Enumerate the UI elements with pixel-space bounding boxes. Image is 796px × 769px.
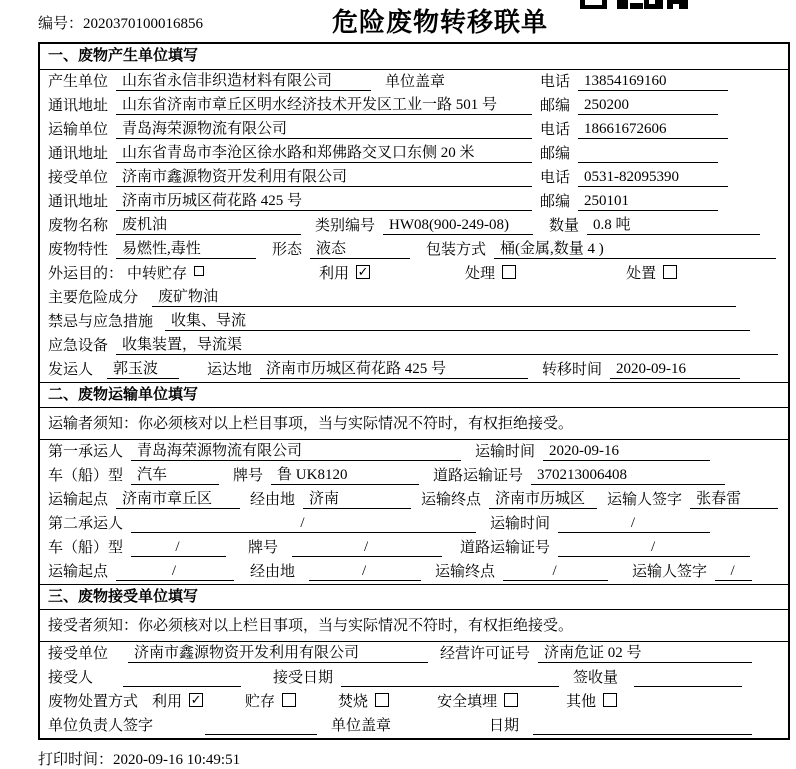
character-value: 易燃性,毒性 [116,240,256,259]
plate-label: 牌号 [248,540,279,556]
acceptor-label: 接受人 [48,670,94,686]
plate-value: / [292,538,442,557]
origin-value: / [116,562,234,581]
hazard-value: 废矿物油 [152,288,736,307]
via-label: 经由地 [250,564,296,580]
phone-label: 电话 [540,74,571,90]
row-disposal-method [40,690,788,714]
checkbox-incinerate [375,693,389,707]
checkbox-landfill [504,693,518,707]
row-route-1 [40,488,788,512]
checkbox-utilize: ✓ [357,264,369,279]
via-value: / [309,562,421,581]
address-value: 济南市历城区荷花路 425 号 [116,192,532,211]
vehicle-type-label: 车（船）型 [48,540,124,556]
zip-value: 250101 [578,192,718,211]
phone-value: 18661672606 [578,120,728,139]
zip-label: 邮编 [540,194,571,210]
plate-label: 牌号 [233,468,264,484]
row-vehicle-2 [40,536,788,560]
producer-value: 山东省永信非织造材料有限公司 [116,72,371,91]
zip-value: 250200 [578,96,718,115]
address-label: 通讯地址 [48,194,109,210]
checkbox-treat [502,265,516,279]
document-header [0,0,796,42]
phone-value: 13854169160 [578,72,728,91]
road-permit-label: 道路运输证号 [433,468,524,484]
unit-seal-label: 单位盖章 [331,718,392,734]
transporter-value: 青岛海荣源物流有限公司 [116,120,532,139]
print-time-label: 打印时间： [38,752,114,768]
disposal-method-label: 废物处置方式 [48,694,139,710]
via-value: 济南 [303,490,411,509]
quantity-value: 0.8 吨 [587,216,760,235]
license-label: 经营许可证号 [440,646,531,662]
address-label: 通讯地址 [48,98,109,114]
checkbox-other [603,693,617,707]
destination-label: 运达地 [207,362,253,378]
category-value: HW08(900-249-08) [383,216,533,235]
emergency-measures-label: 禁忌与应急措施 [48,314,154,330]
row-shipper [40,358,788,382]
manifest-form [38,42,790,740]
transporter-label: 运输单位 [48,122,109,138]
row-producer-address [40,94,788,118]
waste-name-label: 废物名称 [48,218,109,234]
emergency-equipment-label: 应急设备 [48,338,109,354]
shipper-value: 郭玉波 [107,360,179,379]
carrier-sign-value: 张春雷 [690,490,778,509]
road-permit-value: 370213006408 [531,466,725,485]
plate-value: 鲁 UK8120 [271,466,419,485]
license-value: 济南危证 02 号 [538,644,752,663]
disposal-option-label: 安全填埋 [437,694,498,710]
purpose-option-label: 处置 [626,266,657,282]
zip-value [578,144,718,163]
terminus-value: / [503,562,608,581]
vehicle-type-value: 汽车 [131,466,219,485]
row-transporter [40,118,788,142]
form-value: 液态 [310,240,410,259]
address-value: 山东省济南市章丘区明水经济技术开发区工业一路 501 号 [116,96,532,115]
row-purpose [40,262,788,286]
checkbox-utilize: ✓ [190,692,202,707]
shipper-label: 发运人 [48,362,94,378]
emergency-equipment-value: 收集装置，导流渠 [116,336,778,355]
purpose-label: 外运目的： [48,266,124,282]
phone-label: 电话 [540,170,571,186]
accept-unit-value: 济南市鑫源物资开发利用有限公司 [128,644,428,663]
carrier-sign-label: 运输人签字 [607,492,683,508]
transport-time-value: / [558,514,710,533]
form-label: 形态 [272,242,303,258]
accept-unit-label: 接受单位 [48,646,109,662]
terminus-value: 济南市历城区 [489,490,597,509]
transport-time-value: 2020-09-16 [543,442,710,461]
row-emergency-measures [40,310,788,334]
received-qty-value [634,668,742,687]
accept-date-label: 接受日期 [273,670,334,686]
origin-label: 运输起点 [48,492,109,508]
section2-title: 二、废物运输单位填写 [40,382,788,408]
purpose-option-label: 中转贮存 [127,266,188,282]
purpose-option-label: 利用 [319,266,350,282]
row-transporter-address [40,142,788,166]
destination-value: 济南市历城区荷花路 425 号 [260,360,528,379]
first-carrier-label: 第一承运人 [48,444,124,460]
packing-label: 包装方式 [426,242,487,258]
terminus-label: 运输终点 [435,564,496,580]
packing-value: 桶(金属,数量 4 ) [494,240,776,259]
purpose-option-label: 处理 [465,266,496,282]
hazard-label: 主要危险成分 [48,290,139,306]
road-permit-label: 道路运输证号 [460,540,551,556]
zip-label: 邮编 [540,98,571,114]
transport-time-label: 运输时间 [490,516,551,532]
checkbox-dispose [663,265,677,279]
carrier-sign-value: / [715,562,752,581]
serial-value: 2020370100016856 [83,16,204,32]
date-value [533,716,752,735]
carrier-sign-label: 运输人签字 [632,564,708,580]
row-waste-name [40,214,788,238]
row-route-2 [40,560,788,584]
row-first-carrier [40,440,788,464]
row-acceptor [40,666,788,690]
producer-label: 产生单位 [48,74,109,90]
receiver-label: 接受单位 [48,170,109,186]
road-permit-value: / [558,538,750,557]
terminus-label: 运输终点 [421,492,482,508]
receiver-value: 济南市鑫源物资开发利用有限公司 [116,168,532,187]
disposal-option-label: 利用 [152,694,183,710]
phone-label: 电话 [540,122,571,138]
transfer-time-label: 转移时间 [542,362,603,378]
row-receiver [40,166,788,190]
page-title: 危险废物转移联单 [331,8,548,37]
section2-notice: 运输者须知：你必须核对以上栏目事项，当与实际情况不符时，有权拒绝接受。 [40,408,788,440]
serial-label: 编号： [38,16,84,32]
transport-time-label: 运输时间 [475,444,536,460]
disposal-option-label: 其他 [566,694,597,710]
unit-seal-label: 单位盖章 [385,74,446,90]
disposal-option-label: 焚烧 [338,694,369,710]
row-hazard [40,286,788,310]
origin-value: 济南市章丘区 [116,490,240,509]
row-second-carrier [40,512,788,536]
date-label: 日期 [489,718,520,734]
quantity-label: 数量 [549,218,580,234]
row-producer [40,70,788,94]
acceptor-value [123,668,241,687]
origin-label: 运输起点 [48,564,109,580]
accept-date-value [341,668,559,687]
category-label: 类别编号 [315,218,376,234]
row-accept-unit [40,642,788,666]
phone-value: 0531-82095390 [578,168,728,187]
checkbox-transfer-storage [194,266,204,276]
section3-notice: 接受者须知：你必须核对以上栏目事项，当与实际情况不符时，有权拒绝接受。 [40,610,788,642]
qr-code-fragment [580,0,688,10]
print-time-value: 2020-09-16 10:49:51 [113,752,241,768]
second-carrier-label: 第二承运人 [48,516,124,532]
transfer-time-value: 2020-09-16 [610,360,740,379]
print-time [38,748,240,769]
zip-label: 邮编 [540,146,571,162]
first-carrier-value: 青岛海荣源物流有限公司 [131,442,461,461]
via-label: 经由地 [250,492,296,508]
vehicle-type-value: / [131,538,226,557]
row-head-signature [40,714,788,738]
head-sign-label: 单位负责人签字 [48,718,154,734]
row-waste-character [40,238,788,262]
address-value: 山东省青岛市李沧区徐水路和郑佛路交叉口东侧 20 米 [116,144,532,163]
checkbox-storage [282,693,296,707]
head-sign-value [205,716,317,735]
disposal-option-label: 贮存 [245,694,276,710]
row-vehicle-1 [40,464,788,488]
character-label: 废物特性 [48,242,109,258]
waste-name-value: 废机油 [116,216,301,235]
received-qty-label: 签收量 [573,670,619,686]
second-carrier-value: / [131,514,476,533]
section3-title: 三、废物接受单位填写 [40,584,788,610]
vehicle-type-label: 车（船）型 [48,468,124,484]
section1-title: 一、废物产生单位填写 [40,44,788,70]
address-label: 通讯地址 [48,146,109,162]
row-emergency-equipment [40,334,788,358]
emergency-measures-value: 收集、导流 [165,312,750,331]
row-receiver-address [40,190,788,214]
